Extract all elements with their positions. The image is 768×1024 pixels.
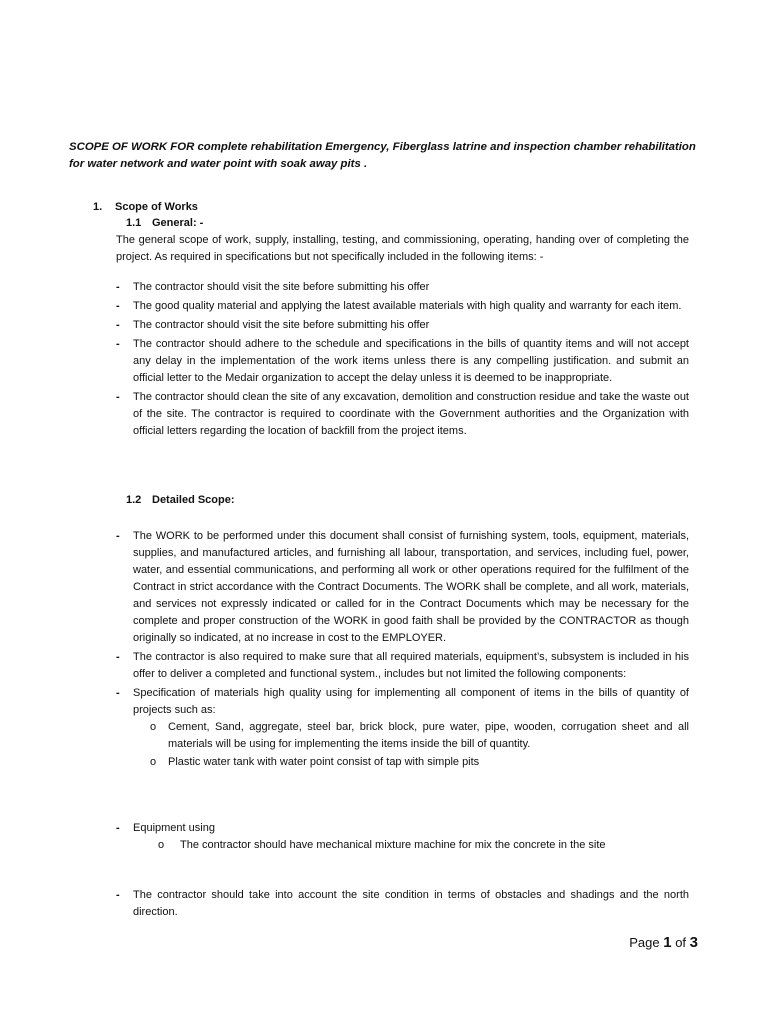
equipment-sub-list bbox=[158, 837, 689, 854]
sub-list-item: o Plastic water tank with water point consist of tap with simple pits bbox=[150, 754, 689, 771]
detailed-bullet-list bbox=[116, 528, 689, 773]
dash-bullet: - bbox=[116, 687, 120, 699]
circle-bullet: o bbox=[150, 721, 157, 733]
dash-bullet: - bbox=[116, 822, 120, 834]
materials-sub-list bbox=[150, 719, 689, 771]
of-label: of bbox=[675, 935, 687, 950]
dash-bullet: - bbox=[116, 300, 120, 312]
subsection-title: Detailed Scope: bbox=[152, 494, 235, 506]
subsection-1-2-heading bbox=[126, 492, 235, 508]
dash-bullet: - bbox=[116, 651, 120, 663]
list-item: - Specification of materials high quality using for implementing all component of items in the bills of quantity of projects such as: o Cement, Sand, aggregate, steel bar, brick block, pure water, pipe, wooden, corrugation sheet and all materials will be using for implementing the items inside the bill of quantity. o Plastic water tank with water point consist of tap with simple pits bbox=[116, 685, 689, 771]
sub-list-item: o The contractor should have mechanical mixture machine for mix the concrete in the site bbox=[158, 837, 689, 854]
page-label: Page bbox=[629, 935, 660, 950]
list-item: - The contractor should visit the site before submitting his offer bbox=[116, 317, 689, 334]
circle-bullet: o bbox=[158, 839, 165, 851]
subsection-number: 1.2 bbox=[126, 494, 142, 506]
list-item: - The WORK to be performed under this document shall consist of furnishing system, tools, equipment, materials, supplies, and manufactured articles, and furnishing all labour, transportation, and services, including fuel, power, water, and essential communications, and performing all work or other operations required for the fulfilment of the Contract in strict accordance with the Contract Documents. The WORK shall be complete, and all work, materials, and services not expressly indicated or called for in the Contract Documents which may be necessary for the complete and proper construction of the WORK in good faith shall be provided by the CONTRACTOR as though originally so indicated, at no increase in cost to the EMPLOYER. bbox=[116, 530, 689, 644]
list-item: - The contractor should take into account the site condition in terms of obstacles and shadings and the north direction. bbox=[116, 889, 689, 918]
list-item: - The good quality material and applying the latest available materials with high quality and warranty for each item. bbox=[116, 298, 689, 315]
subsection-number: 1.1 bbox=[126, 217, 142, 229]
dash-bullet: - bbox=[116, 530, 120, 542]
sub-list-item: o Cement, Sand, aggregate, steel bar, brick block, pure water, pipe, wooden, corrugation sheet and all materials will be using for implementing the items inside the bill of quantity. bbox=[150, 721, 689, 750]
total-page-count: 3 bbox=[689, 934, 698, 951]
general-bullet-list bbox=[116, 279, 689, 442]
equipment-list bbox=[116, 820, 689, 856]
list-item: - Equipment using o The contractor should have mechanical mixture machine for mix the concrete in the site bbox=[116, 820, 689, 854]
list-item: - The contractor should visit the site before submitting his offer bbox=[116, 279, 689, 296]
dash-bullet: - bbox=[116, 281, 120, 293]
dash-bullet: - bbox=[116, 338, 120, 350]
intro-paragraph: The general scope of work, supply, installing, testing, and commissioning, operating, handing over of completing the project. As required in specifications but not specifically included in the following items: - bbox=[116, 234, 689, 263]
dash-bullet: - bbox=[116, 889, 120, 901]
dash-bullet: - bbox=[116, 391, 120, 403]
site-condition-list bbox=[116, 887, 689, 923]
page-number-footer bbox=[629, 934, 698, 952]
subsection-title: General: - bbox=[152, 217, 204, 229]
current-page-number: 1 bbox=[663, 934, 672, 951]
list-item: - The contractor is also required to make sure that all required materials, equipment’s, subsystem is included in his offer to deliver a completed and functional system., includes but not limited the following components: bbox=[116, 651, 689, 680]
document-title: SCOPE OF WORK FOR complete rehabilitation Emergency, Fiberglass latrine and inspection chamber rehabilitation for water network and water point with soak away pits . bbox=[69, 141, 696, 170]
list-item: - The contractor should adhere to the schedule and specifications in the bills of quantity items and will not accept any delay in the implementation of the work items unless there is any compelling justification. and submit an official letter to the Medair organization to accept the delay unless it is deemed to be inappropriate. bbox=[116, 338, 689, 384]
section-title: Scope of Works bbox=[115, 201, 198, 213]
subsection-1-1-heading bbox=[126, 215, 203, 231]
section-number: 1. bbox=[93, 201, 103, 213]
circle-bullet: o bbox=[150, 756, 157, 768]
dash-bullet: - bbox=[116, 319, 120, 331]
section-1-heading bbox=[93, 199, 198, 215]
list-item: - The contractor should clean the site of any excavation, demolition and construction residue and take the waste out of the site. The contractor is required to coordinate with the Government authorities and the Organization with official letters regarding the location of backfill from the project items. bbox=[116, 391, 689, 437]
